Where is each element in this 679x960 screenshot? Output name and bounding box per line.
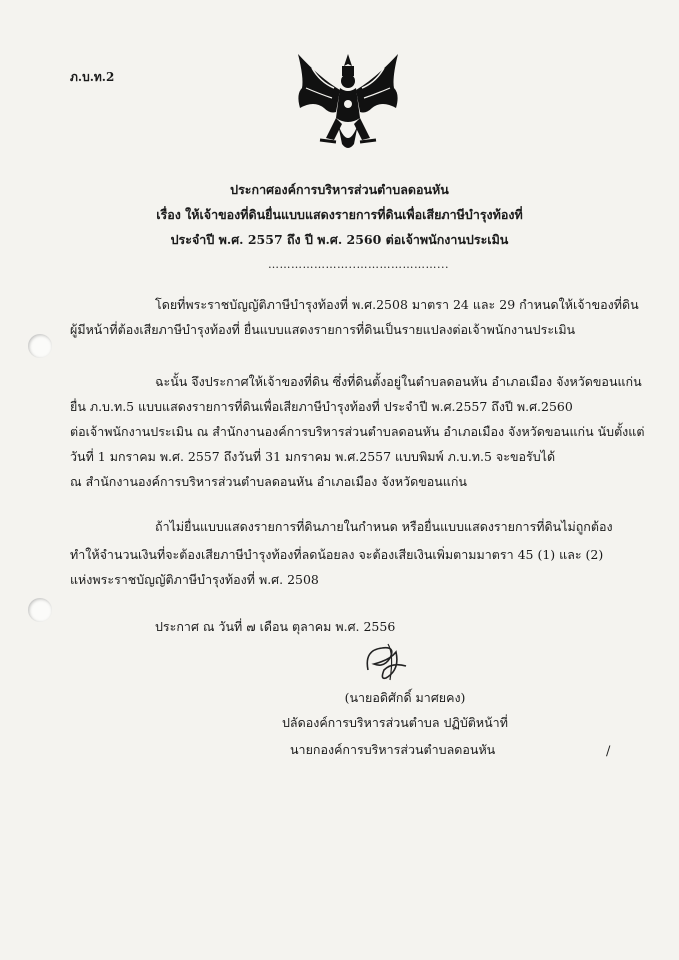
- para3-line-2: ทำให้จำนวนเงินที่จะต้องเสียภาษีบำรุงท้องที่ลดน้อยลง จะต้องเสียเงินเพิ่มตามมาตรา 45 (1) และ (2): [70, 547, 604, 562]
- header-line-3: ประจำปี พ.ศ. 2557 ถึง ปี พ.ศ. 2560 ต่อเจ้าพนักงานประเมิน: [170, 232, 509, 247]
- punch-hole-bottom: [28, 598, 52, 622]
- para3-line-3: แห่งพระราชบัญญัติภาษีบำรุงท้องที่ พ.ศ. 2508: [70, 572, 319, 587]
- stray-mark: /: [606, 744, 611, 759]
- para2-line-1: ฉะนั้น จึงประกาศให้เจ้าของที่ดิน ซึ่งที่ดินตั้งอยู่ในตำบลดอนหัน อำเภอเมือง จังหวัดขอนแก่น: [155, 374, 642, 389]
- header-line-2: เรื่อง ให้เจ้าของที่ดินยื่นแบบแสดงรายการที่ดินเพื่อเสียภาษีบำรุงท้องที่: [156, 207, 523, 222]
- separator: …………………..…………………...: [268, 258, 449, 271]
- para2-line-3: ต่อเจ้าพนักงานประเมิน ณ สำนักงานองค์การบริหารส่วนตำบลดอนหัน อำเภอเมือง จังหวัดขอนแก่น นับตั้งแต่: [70, 424, 645, 439]
- para3-line-1: ถ้าไม่ยื่นแบบแสดงรายการที่ดินภายในกำหนด หรือยื่นแบบแสดงรายการที่ดินไม่ถูกต้อง: [155, 519, 613, 534]
- signer-position-2: นายกองค์การบริหารส่วนตำบลดอนหัน: [290, 742, 496, 757]
- para1-line-2: ผู้มีหน้าที่ต้องเสียภาษีบำรุงท้องที่ ยื่นแบบแสดงรายการที่ดินเป็นรายแปลงต่อเจ้าพนักงานประเมิน: [70, 322, 576, 337]
- para2-line-5: ณ สำนักงานองค์การบริหารส่วนตำบลดอนหัน อำเภอเมือง จังหวัดขอนแก่น: [70, 474, 467, 489]
- para1-line-1: โดยที่พระราชบัญญัติภาษีบำรุงท้องที่ พ.ศ.2508 มาตรา 24 และ 29 กำหนดให้เจ้าของที่ดิน: [155, 297, 639, 312]
- signature-icon: [360, 640, 420, 682]
- para2-line-4: วันที่ 1 มกราคม พ.ศ. 2557 ถึงวันที่ 31 มกราคม พ.ศ.2557 แบบพิมพ์ ภ.บ.ท.5 จะขอรับได้: [70, 449, 556, 464]
- header-line-1: ประกาศองค์การบริหารส่วนตำบลดอนหัน: [230, 182, 449, 197]
- signer-name: (นายอดิศักดิ์ มาศยคง): [344, 690, 466, 705]
- para2-line-2: ยื่น ภ.บ.ท.5 แบบแสดงรายการที่ดินเพื่อเสียภาษีบำรุงท้องที่ ประจำปี พ.ศ.2557 ถึงปี พ.ศ.2560: [70, 399, 573, 414]
- signer-position-1: ปลัดองค์การบริหารส่วนตำบล ปฏิบัติหน้าที่: [282, 715, 508, 730]
- garuda-emblem-icon: [290, 48, 406, 156]
- announce-date: ประกาศ ณ วันที่ ๗ เดือน ตุลาคม พ.ศ. 2556: [155, 619, 396, 634]
- punch-hole-top: [28, 334, 52, 358]
- form-code: ภ.บ.ท.2: [70, 70, 115, 84]
